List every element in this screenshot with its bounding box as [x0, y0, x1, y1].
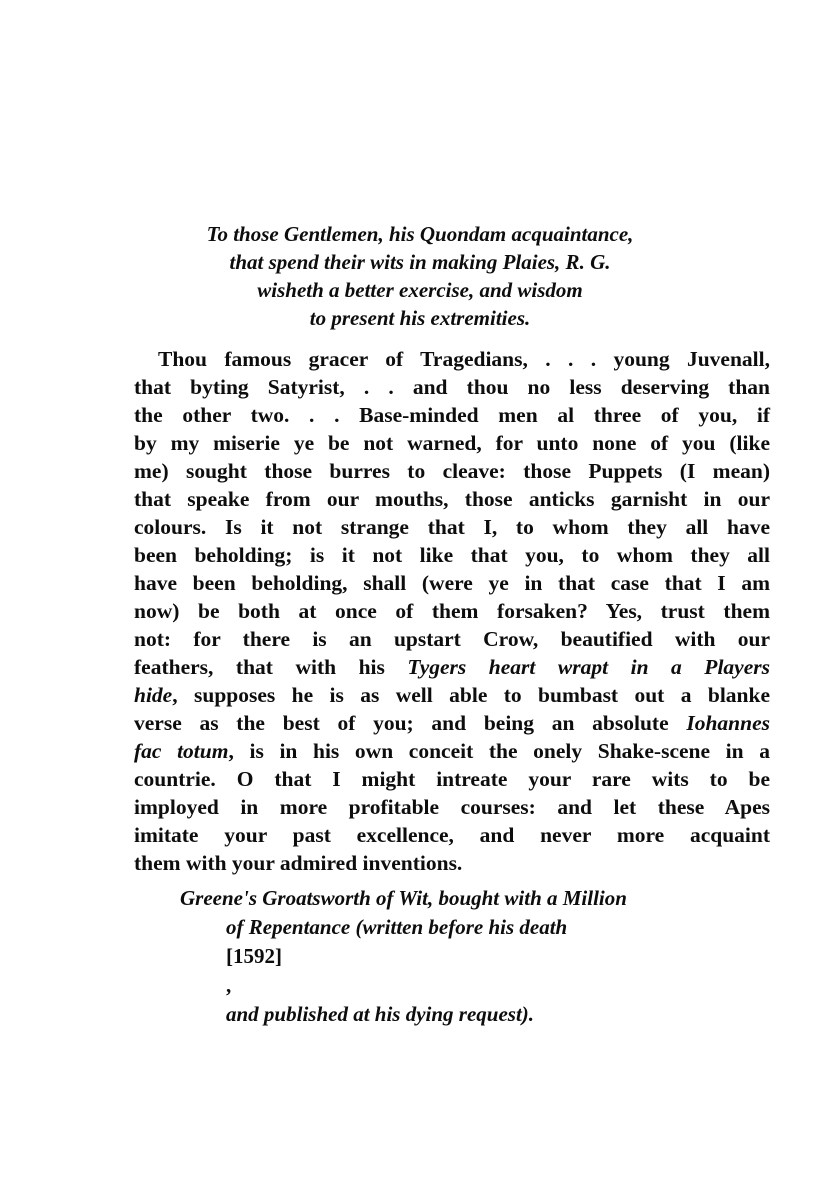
passage-line: them with your admired inventions.: [134, 851, 463, 875]
passage-line: [134, 681, 770, 709]
passage-text: , is in his own conceit the onely Shake-scene in a: [228, 739, 770, 763]
passage-line: now) be both at once of them forsaken? Yes, trust them: [134, 599, 770, 623]
italic-phrase: Iohannes: [686, 711, 770, 735]
citation-line: and published at his dying request).: [226, 1002, 535, 1026]
passage-line: that byting Satyrist, . . and thou no less deserving than: [134, 375, 770, 399]
source-citation: [180, 884, 780, 1029]
passage-line: me) sought those burres to cleave: those Puppets (I mean): [134, 459, 770, 483]
citation-year: [1592]: [226, 944, 282, 968]
passage-line: been beholding; is it not like that you, to whom they all: [134, 543, 770, 567]
passage-line: that speake from our mouths, those anticks garnisht in our: [134, 487, 770, 511]
passage-line: Thou famous gracer of Tragedians, . . . young Juvenall,: [158, 347, 770, 371]
citation-line: [180, 913, 780, 1000]
citation-line: Greene's Groatsworth of Wit, bought with a Million: [180, 886, 627, 910]
passage-line: the other two. . . Base-minded men al three of you, if: [134, 403, 770, 427]
italic-phrase: fac totum: [134, 739, 229, 763]
dedication-heading: [130, 220, 710, 332]
passage-line: have been beholding, shall (were ye in that case that I am: [134, 571, 770, 595]
heading-line: to present his extremities.: [309, 306, 531, 330]
passage-text: feathers, that with his: [134, 655, 408, 679]
passage-text: verse as the best of you; and being an absolute: [134, 711, 687, 735]
quoted-passage: [134, 345, 770, 877]
passage-line: colours. Is it not strange that I, to whom they all have: [134, 515, 770, 539]
passage-text: , supposes he is as well able to bumbast out a blanke: [172, 683, 770, 707]
heading-line: wisheth a better exercise, and wisdom: [257, 278, 583, 302]
passage-line: [134, 653, 770, 681]
passage-line: not: for there is an upstart Crow, beautified with our: [134, 627, 770, 651]
passage-line: imployed in more profitable courses: and let these Apes: [134, 795, 770, 819]
citation-text: ,: [226, 973, 232, 997]
heading-line: To those Gentlemen, his Quondam acquaintance,: [206, 222, 634, 246]
heading-line: that spend their wits in making Plaies, R. G.: [229, 250, 611, 274]
italic-phrase: hide: [134, 683, 173, 707]
citation-text: of Repentance (written before his death: [226, 915, 568, 939]
italic-phrase: Tygers heart wrapt in a Players: [407, 655, 770, 679]
passage-line: countrie. O that I might intreate your rare wits to be: [134, 767, 770, 791]
passage-line: [134, 709, 770, 737]
passage-line: [134, 737, 770, 765]
passage-line: imitate your past excellence, and never more acquaint: [134, 823, 770, 847]
passage-line: by my miserie ye be not warned, for unto none of you (like: [134, 431, 770, 455]
